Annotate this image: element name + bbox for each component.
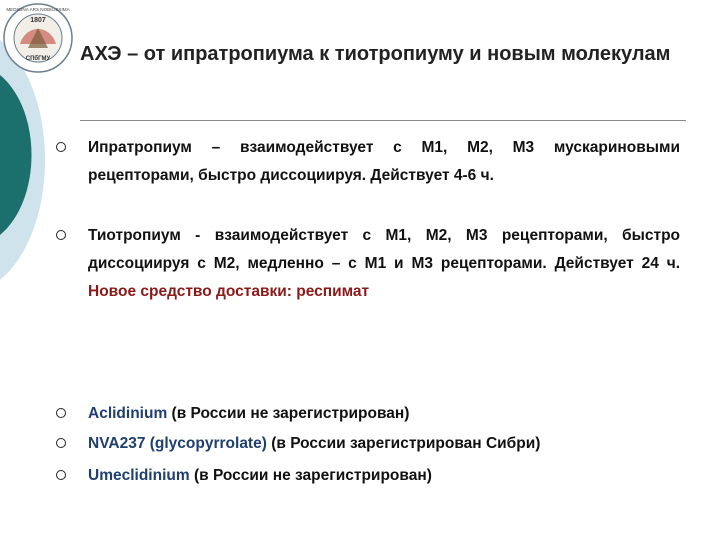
bullet-item [56, 222, 680, 306]
bullet-text [88, 222, 680, 306]
bullet-text-segment: Тиотропиум - взаимодействует с М1, М2, М3 рецепторами, быстро диссоциируя с М2, медленно – с М1 и М3 рецепторами. Действует 24 ч. [88, 227, 680, 272]
bullet-marker-icon [56, 222, 88, 250]
bullet-text-segment: Ипратропиум – взаимодействует с М1, М2, М3 мускариновыми рецепторами, быстро диссоциируя. Действует 4-6 ч. [88, 139, 680, 184]
bullet-marker-icon [56, 430, 88, 458]
university-seal-logo [2, 2, 74, 74]
title-divider [80, 120, 686, 121]
bullet-marker-icon [56, 462, 88, 490]
bullet-text [88, 400, 680, 428]
bullet-text-segment: Umeclidinium [88, 467, 190, 484]
bullet-text-segment: NVA237 (glycopyrrolate) [88, 435, 267, 452]
bullet-text [88, 134, 680, 190]
bullet-text-segment: (в России не зарегистрирован) [189, 467, 432, 484]
bullet-item [56, 134, 680, 190]
bullet-text [88, 430, 680, 458]
bullet-item [56, 400, 680, 428]
bullet-marker-icon [56, 400, 88, 428]
bullet-text [88, 462, 680, 490]
bullet-item [56, 462, 680, 490]
bullet-marker-icon [56, 134, 88, 162]
logo-year: 1807 [30, 17, 46, 24]
bullet-text-segment: (в России не зарегистрирован) [167, 405, 410, 422]
bullet-text-segment: Новое средство доставки: респимат [88, 283, 370, 300]
bullet-text-segment: Aclidinium [88, 405, 168, 422]
bullet-text-segment: (в России зарегистрирован Сибри) [266, 435, 541, 452]
slide-title: АХЭ – от ипратропиума к тиотропиуму и новым молекулам [80, 43, 671, 65]
bullet-item [56, 430, 680, 458]
logo-bottom-text: СПбГМУ [25, 56, 51, 62]
logo-top-text: MEDICINA ARS NOBILISSIMA [6, 7, 70, 12]
